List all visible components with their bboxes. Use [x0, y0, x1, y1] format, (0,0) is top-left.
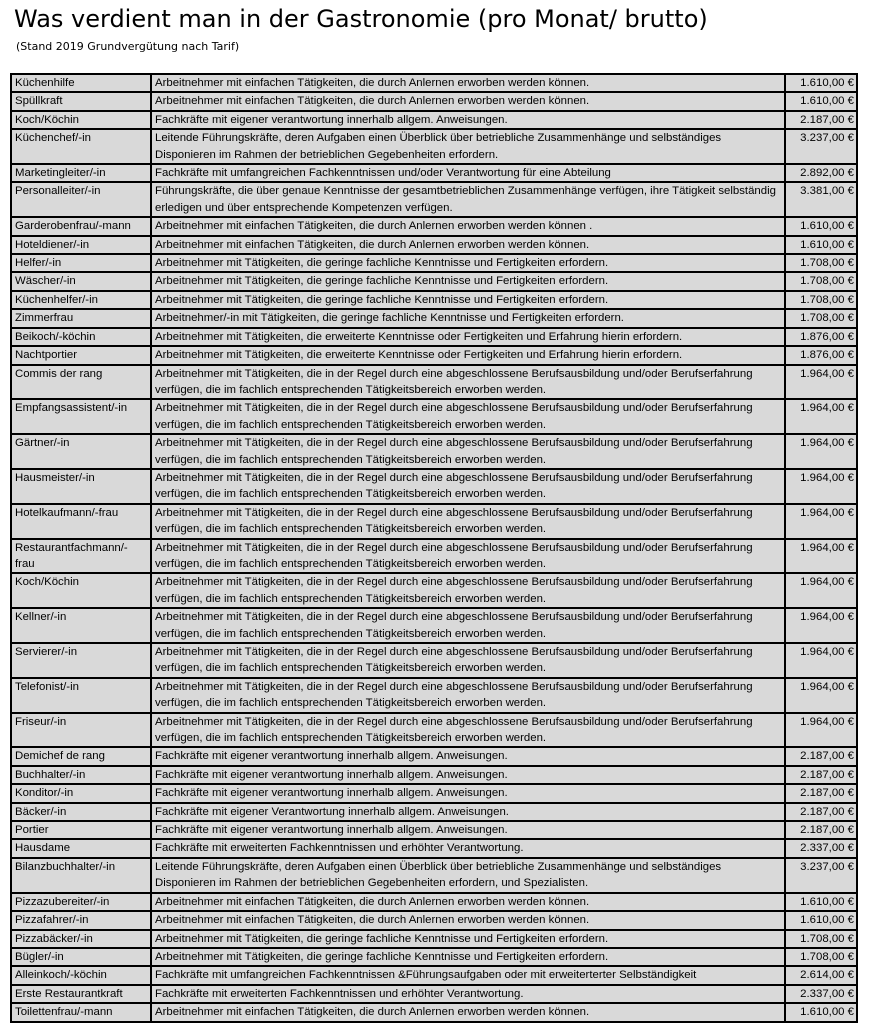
salary-cell: 1.708,00 € — [785, 254, 857, 272]
table-row — [11, 1003, 857, 1021]
salary-table — [10, 73, 858, 1023]
salary-cell: 1.964,00 € — [785, 504, 857, 539]
description-cell: Arbeitnehmer mit Tätigkeiten, die in der Regel durch eine abgeschlossene Berufsausbildung und/oder Berufserfahrung verfügen, die im fachlich entsprechenden Tätigkeitsbereich erworben werden. — [151, 608, 785, 643]
salary-cell: 2.614,00 € — [785, 966, 857, 984]
table-row — [11, 821, 857, 839]
description-cell: Arbeitnehmer mit Tätigkeiten, die erweiterte Kenntnisse oder Fertigkeiten und Erfahrung hierin erfordern. — [151, 346, 785, 364]
job-title-cell: Toilettenfrau/-mann — [11, 1003, 151, 1021]
job-title-cell: Kellner/-in — [11, 608, 151, 643]
salary-cell: 1.610,00 € — [785, 1003, 857, 1021]
description-cell: Fachkräfte mit umfangreichen Fachkenntnissen und/oder Verantwortung für eine Abteilung — [151, 164, 785, 182]
description-cell: Arbeitnehmer mit Tätigkeiten, die in der Regel durch eine abgeschlossene Berufsausbildung und/oder Berufserfahrung verfügen, die im fachlich entsprechenden Tätigkeitsbereich erworben werden. — [151, 573, 785, 608]
salary-cell: 1.876,00 € — [785, 346, 857, 364]
description-cell: Fachkräfte mit erweiterten Fachkenntnissen und erhöhter Verantwortung. — [151, 985, 785, 1003]
job-title-cell: Koch/Köchin — [11, 111, 151, 129]
table-row — [11, 92, 857, 110]
table-row — [11, 365, 857, 400]
table-row — [11, 911, 857, 929]
job-title-cell: Erste Restaurantkraft — [11, 985, 151, 1003]
salary-cell: 1.708,00 € — [785, 309, 857, 327]
job-title-cell: Friseur/-in — [11, 713, 151, 748]
salary-cell: 2.337,00 € — [785, 839, 857, 857]
table-row — [11, 74, 857, 92]
salary-cell: 1.610,00 € — [785, 74, 857, 92]
salary-cell: 2.892,00 € — [785, 164, 857, 182]
description-cell: Fachkräfte mit eigener verantwortung innerhalb allgem. Anweisungen. — [151, 766, 785, 784]
job-title-cell: Demichef de rang — [11, 747, 151, 765]
salary-cell: 2.187,00 € — [785, 111, 857, 129]
description-cell: Arbeitnehmer mit Tätigkeiten, die geringe fachliche Kenntnisse und Fertigkeiten erfordern. — [151, 948, 785, 966]
description-cell: Arbeitnehmer mit einfachen Tätigkeiten, die durch Anlernen erworben werden können . — [151, 217, 785, 235]
job-title-cell: Pizzabäcker/-in — [11, 930, 151, 948]
description-cell: Arbeitnehmer mit Tätigkeiten, die geringe fachliche Kenntnisse und Fertigkeiten erfordern. — [151, 291, 785, 309]
job-title-cell: Portier — [11, 821, 151, 839]
job-title-cell: Zimmerfrau — [11, 309, 151, 327]
table-row — [11, 573, 857, 608]
description-cell: Fachkräfte mit erweiterten Fachkenntnissen und erhöhter Verantwortung. — [151, 839, 785, 857]
salary-cell: 1.610,00 € — [785, 92, 857, 110]
table-row — [11, 328, 857, 346]
job-title-cell: Marketingleiter/-in — [11, 164, 151, 182]
salary-cell: 3.237,00 € — [785, 858, 857, 893]
job-title-cell: Hausdame — [11, 839, 151, 857]
description-cell: Arbeitnehmer mit einfachen Tätigkeiten, die durch Anlernen erworben werden können. — [151, 1003, 785, 1021]
job-title-cell: Personalleiter/-in — [11, 182, 151, 217]
description-cell: Fachkräfte mit eigener Verantwortung innerhalb allgem. Anweisungen. — [151, 803, 785, 821]
table-row — [11, 434, 857, 469]
description-cell: Arbeitnehmer mit Tätigkeiten, die in der Regel durch eine abgeschlossene Berufsausbildung und/oder Berufserfahrung verfügen, die im fachlich entsprechenden Tätigkeitsbereich erworben werden. — [151, 399, 785, 434]
salary-cell: 1.610,00 € — [785, 217, 857, 235]
description-cell: Arbeitnehmer mit Tätigkeiten, die in der Regel durch eine abgeschlossene Berufsausbildung und/oder Berufserfahrung verfügen, die im fachlich entsprechenden Tätigkeitsbereich erworben werden. — [151, 504, 785, 539]
table-row — [11, 469, 857, 504]
description-cell: Arbeitnehmer mit einfachen Tätigkeiten, die durch Anlernen erworben werden können. — [151, 911, 785, 929]
salary-cell: 2.187,00 € — [785, 747, 857, 765]
table-row — [11, 985, 857, 1003]
salary-cell: 1.610,00 € — [785, 911, 857, 929]
salary-cell: 1.964,00 € — [785, 713, 857, 748]
job-title-cell: Garderobenfrau/-mann — [11, 217, 151, 235]
job-title-cell: Hotelkaufmann/-frau — [11, 504, 151, 539]
job-title-cell: Hoteldiener/-in — [11, 236, 151, 254]
job-title-cell: Pizzafahrer/-in — [11, 911, 151, 929]
job-title-cell: Beikoch/-köchin — [11, 328, 151, 346]
salary-cell: 2.187,00 € — [785, 766, 857, 784]
job-title-cell: Wäscher/-in — [11, 272, 151, 290]
table-row — [11, 747, 857, 765]
description-cell: Arbeitnehmer mit Tätigkeiten, die in der Regel durch eine abgeschlossene Berufsausbildung und/oder Berufserfahrung verfügen, die im fachlich entsprechenden Tätigkeitsbereich erworben werden. — [151, 643, 785, 678]
job-title-cell: Bügler/-in — [11, 948, 151, 966]
table-row — [11, 111, 857, 129]
table-row — [11, 129, 857, 164]
salary-cell: 1.964,00 € — [785, 434, 857, 469]
description-cell: Arbeitnehmer mit einfachen Tätigkeiten, die durch Anlernen erworben werden können. — [151, 893, 785, 911]
description-cell: Arbeitnehmer/-in mit Tätigkeiten, die geringe fachliche Kenntnisse und Fertigkeiten erfordern. — [151, 309, 785, 327]
job-title-cell: Nachtportier — [11, 346, 151, 364]
description-cell: Fachkräfte mit umfangreichen Fachkenntnissen &Führungsaufgaben oder mit erweiterterter Selbständigkeit — [151, 966, 785, 984]
table-row — [11, 713, 857, 748]
description-cell: Führungskräfte, die über genaue Kenntnisse der gesamtbetrieblichen Zusammenhänge verfügen, ihre Tätigkeit selbständig erledigen und über entsprechende Kompetenzen verfügen. — [151, 182, 785, 217]
job-title-cell: Telefonist/-in — [11, 678, 151, 713]
salary-cell: 1.708,00 € — [785, 948, 857, 966]
table-row — [11, 966, 857, 984]
salary-cell: 1.610,00 € — [785, 236, 857, 254]
salary-cell: 1.964,00 € — [785, 539, 857, 574]
job-title-cell: Koch/Köchin — [11, 573, 151, 608]
page-title: Was verdient man in der Gastronomie (pro Monat/ brutto) — [14, 5, 708, 33]
job-title-cell: Commis der rang — [11, 365, 151, 400]
table-row — [11, 346, 857, 364]
table-row — [11, 539, 857, 574]
table-row — [11, 182, 857, 217]
salary-cell: 2.187,00 € — [785, 803, 857, 821]
table-row — [11, 803, 857, 821]
job-title-cell: Gärtner/-in — [11, 434, 151, 469]
table-row — [11, 309, 857, 327]
salary-table-body — [11, 74, 857, 1022]
job-title-cell: Küchenhelfer/-in — [11, 291, 151, 309]
table-row — [11, 399, 857, 434]
salary-cell: 2.337,00 € — [785, 985, 857, 1003]
job-title-cell: Empfangsassistent/-in — [11, 399, 151, 434]
description-cell: Arbeitnehmer mit Tätigkeiten, die geringe fachliche Kenntnisse und Fertigkeiten erfordern. — [151, 254, 785, 272]
description-cell: Fachkräfte mit eigener verantwortung innerhalb allgem. Anweisungen. — [151, 111, 785, 129]
job-title-cell: Hausmeister/-in — [11, 469, 151, 504]
description-cell: Arbeitnehmer mit Tätigkeiten, die in der Regel durch eine abgeschlossene Berufsausbildung und/oder Berufserfahrung verfügen, die im fachlich entsprechenden Tätigkeitsbereich erworben werden. — [151, 469, 785, 504]
description-cell: Arbeitnehmer mit Tätigkeiten, die in der Regel durch eine abgeschlossene Berufsausbildung und/oder Berufserfahrung verfügen, die im fachlich entsprechenden Tätigkeitsbereich erworben werden. — [151, 434, 785, 469]
salary-cell: 1.964,00 € — [785, 469, 857, 504]
description-cell: Leitende Führungskräfte, deren Aufgaben einen Überblick über betriebliche Zusammenhänge und selbständiges Disponieren im Rahmen der betrieblichen Gegebenheiten erfordern. — [151, 129, 785, 164]
table-row — [11, 766, 857, 784]
salary-cell: 3.237,00 € — [785, 129, 857, 164]
table-row — [11, 291, 857, 309]
salary-cell: 1.964,00 € — [785, 608, 857, 643]
page-subtitle: (Stand 2019 Grundvergütung nach Tarif) — [16, 40, 240, 53]
description-cell: Leitende Führungskräfte, deren Aufgaben einen Überblick über betriebliche Zusammenhänge und selbständiges Disponieren im Rahmen der betrieblichen Gegebenheiten erfordern, und Spezialisten. — [151, 858, 785, 893]
salary-cell: 1.708,00 € — [785, 930, 857, 948]
job-title-cell: Bäcker/-in — [11, 803, 151, 821]
table-row — [11, 930, 857, 948]
job-title-cell: Pizzazubereiter/-in — [11, 893, 151, 911]
description-cell: Arbeitnehmer mit Tätigkeiten, die erweiterte Kenntnisse oder Fertigkeiten und Erfahrung hierin erfordern. — [151, 328, 785, 346]
table-row — [11, 254, 857, 272]
salary-cell: 1.964,00 € — [785, 573, 857, 608]
table-row — [11, 272, 857, 290]
table-row — [11, 858, 857, 893]
table-row — [11, 164, 857, 182]
salary-cell: 2.187,00 € — [785, 821, 857, 839]
table-row — [11, 678, 857, 713]
salary-cell: 1.610,00 € — [785, 893, 857, 911]
description-cell: Arbeitnehmer mit einfachen Tätigkeiten, die durch Anlernen erworben werden können. — [151, 74, 785, 92]
job-title-cell: Servierer/-in — [11, 643, 151, 678]
description-cell: Fachkräfte mit eigener verantwortung innerhalb allgem. Anweisungen. — [151, 747, 785, 765]
job-title-cell: Spüllkraft — [11, 92, 151, 110]
table-row — [11, 236, 857, 254]
salary-cell: 1.964,00 € — [785, 399, 857, 434]
description-cell: Arbeitnehmer mit Tätigkeiten, die in der Regel durch eine abgeschlossene Berufsausbildung und/oder Berufserfahrung verfügen, die im fachlich entsprechenden Tätigkeitsbereich erworben werden. — [151, 539, 785, 574]
description-cell: Arbeitnehmer mit Tätigkeiten, die in der Regel durch eine abgeschlossene Berufsausbildung und/oder Berufserfahrung verfügen, die im fachlich entsprechenden Tätigkeitsbereich erworben werden. — [151, 365, 785, 400]
job-title-cell: Bilanzbuchhalter/-in — [11, 858, 151, 893]
table-row — [11, 643, 857, 678]
table-row — [11, 608, 857, 643]
job-title-cell: Küchenchef/-in — [11, 129, 151, 164]
job-title-cell: Helfer/-in — [11, 254, 151, 272]
job-title-cell: Alleinkoch/-köchin — [11, 966, 151, 984]
job-title-cell: Restaurantfachmann/-frau — [11, 539, 151, 574]
table-row — [11, 893, 857, 911]
description-cell: Arbeitnehmer mit Tätigkeiten, die geringe fachliche Kenntnisse und Fertigkeiten erfordern. — [151, 272, 785, 290]
salary-cell: 1.964,00 € — [785, 643, 857, 678]
table-row — [11, 839, 857, 857]
salary-cell: 1.708,00 € — [785, 291, 857, 309]
description-cell: Fachkräfte mit eigener verantwortung innerhalb allgem. Anweisungen. — [151, 821, 785, 839]
salary-cell: 1.708,00 € — [785, 272, 857, 290]
job-title-cell: Buchhalter/-in — [11, 766, 151, 784]
table-row — [11, 504, 857, 539]
description-cell: Arbeitnehmer mit Tätigkeiten, die geringe fachliche Kenntnisse und Fertigkeiten erfordern. — [151, 930, 785, 948]
salary-cell: 3.381,00 € — [785, 182, 857, 217]
salary-cell: 1.964,00 € — [785, 678, 857, 713]
salary-cell: 1.964,00 € — [785, 365, 857, 400]
description-cell: Fachkräfte mit eigener verantwortung innerhalb allgem. Anweisungen. — [151, 784, 785, 802]
salary-cell: 1.876,00 € — [785, 328, 857, 346]
description-cell: Arbeitnehmer mit einfachen Tätigkeiten, die durch Anlernen erworben werden können. — [151, 236, 785, 254]
job-title-cell: Konditor/-in — [11, 784, 151, 802]
table-row — [11, 948, 857, 966]
salary-cell: 2.187,00 € — [785, 784, 857, 802]
job-title-cell: Küchenhilfe — [11, 74, 151, 92]
description-cell: Arbeitnehmer mit einfachen Tätigkeiten, die durch Anlernen erworben werden können. — [151, 92, 785, 110]
table-row — [11, 784, 857, 802]
description-cell: Arbeitnehmer mit Tätigkeiten, die in der Regel durch eine abgeschlossene Berufsausbildung und/oder Berufserfahrung verfügen, die im fachlich entsprechenden Tätigkeitsbereich erworben werden. — [151, 678, 785, 713]
table-row — [11, 217, 857, 235]
description-cell: Arbeitnehmer mit Tätigkeiten, die in der Regel durch eine abgeschlossene Berufsausbildung und/oder Berufserfahrung verfügen, die im fachlich entsprechenden Tätigkeitsbereich erworben werden. — [151, 713, 785, 748]
